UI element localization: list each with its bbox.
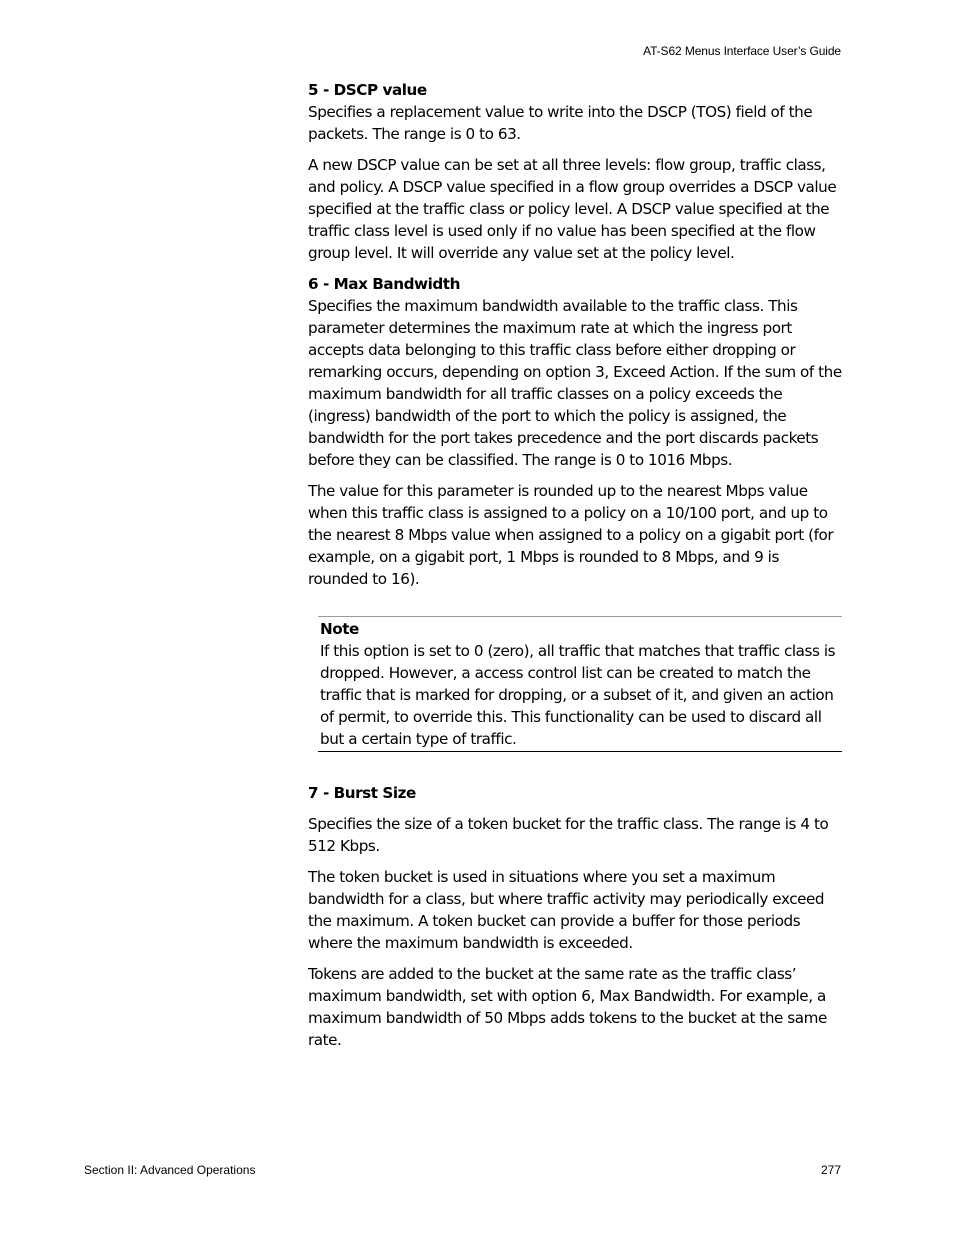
burst-size-heading: 7 - Burst Size — [308, 784, 416, 802]
burst-size-paragraph-3: Tokens are added to the bucket at the same rate as the traffic class’ maximum bandwidth, set with option 6, Max Bandwidth. For example, a maximum bandwidth of 50 Mbps adds tokens to the bucket at the same rate. — [308, 965, 827, 1049]
note-box — [318, 616, 842, 752]
page-number: 277 — [820, 1163, 841, 1177]
note-title: Note — [320, 620, 359, 638]
dscp-paragraph-2: A new DSCP value can be set at all three levels: flow group, traffic class, and policy. A DSCP value specified in a flow group overrides a DSCP value specified at the traffic class or policy level. A DSCP value specified at the traffic class level is used only if no value has been specified at the flow group level. It will override any value set at the policy level. — [308, 156, 837, 262]
max-bandwidth-paragraph-2: The value for this parameter is rounded up to the nearest Mbps value when this traffic class is assigned to a policy on a 10/100 port, and up to the nearest 8 Mbps value when assigned to a policy on a gigabit port (for example, on a gigabit port, 1 Mbps is rounded to 8 Mbps, and 9 is rounded to 16). — [308, 482, 834, 588]
note-text: If this option is set to 0 (zero), all traffic that matches that traffic class is dropped. However, a access control list can be created to match the traffic that is marked for dropping, or a subset of it, and given an action of permit, to override this. This functionality can be used to discard all but a certain type of traffic. — [320, 642, 836, 748]
running-header: AT-S62 Menus Interface User’s Guide — [643, 44, 841, 58]
burst-size-paragraph-2: The token bucket is used in situations where you set a maximum bandwidth for a class, but where traffic activity may periodically exceed the maximum. A token bucket can provide a buffer for those periods where the maximum bandwidth is exceeded. — [308, 868, 825, 952]
max-bandwidth-paragraph-1: Specifies the maximum bandwidth available to the traffic class. This parameter determines the maximum rate at which the ingress port accepts data belonging to this traffic class before either dropping or remarking occurs, depending on option 3, Exceed Action. If the sum of the maximum bandwidth for all traffic classes on a policy exceeds the (ingress) bandwidth of the port to which the policy is assigned, the bandwidth for the port takes precedence and the port discards packets before they can be classified. The range is 0 to 1016 Mbps. — [308, 297, 842, 469]
page-body — [308, 79, 842, 1060]
footer-section-title: Section II: Advanced Operations — [84, 1163, 256, 1177]
burst-size-paragraph-1: Specifies the size of a token bucket for the traffic class. The range is 4 to 512 Kbps. — [308, 815, 829, 855]
max-bandwidth-heading: 6 - Max Bandwidth — [308, 275, 460, 293]
dscp-paragraph-1: Specifies a replacement value to write into the DSCP (TOS) field of the packets. The range is 0 to 63. — [308, 103, 813, 143]
dscp-heading: 5 - DSCP value — [308, 81, 427, 99]
